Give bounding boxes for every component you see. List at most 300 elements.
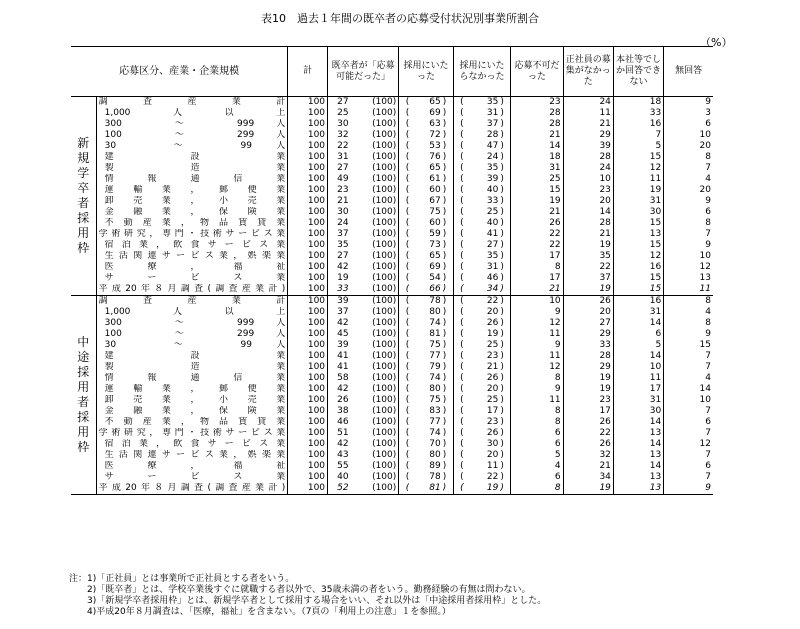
cell-accepted-base: (100) bbox=[351, 395, 399, 406]
cell-hired: 76 bbox=[429, 152, 441, 162]
cell-accepted: 24 bbox=[337, 218, 349, 228]
cell-head-office: 14 bbox=[613, 417, 663, 428]
cell-hired-close: ) bbox=[443, 406, 453, 417]
cell-not-hired: 31 bbox=[486, 262, 499, 272]
cell-not-hired: 19 bbox=[486, 329, 499, 339]
footnotes bbox=[69, 574, 546, 618]
cell-not-hired-open: ( bbox=[460, 417, 464, 427]
cell-not-accepted: 5 bbox=[511, 450, 563, 461]
cell-head-office: 7 bbox=[613, 130, 663, 141]
cell-not-accepted: 8 bbox=[511, 483, 563, 495]
cell-accepted: 42 bbox=[337, 384, 349, 394]
cell-total: 100 bbox=[288, 108, 328, 119]
cell-not-hired-open: ( bbox=[460, 351, 464, 361]
table-row bbox=[71, 108, 713, 119]
cell-no-recruit: 26 bbox=[563, 296, 613, 308]
cell-not-hired-open: ( bbox=[460, 163, 464, 173]
table-row bbox=[71, 174, 713, 185]
cell-no-recruit: 20 bbox=[563, 196, 613, 207]
row-label: 建設業 bbox=[96, 351, 288, 362]
cell-not-hired-open: ( bbox=[460, 108, 464, 118]
cell-hired-open: ( bbox=[405, 152, 410, 162]
table-row-previous-survey bbox=[71, 284, 713, 296]
row-label: 1,000人以上 bbox=[96, 307, 288, 318]
cell-hired-open: ( bbox=[405, 362, 410, 372]
cell-accepted: 27 bbox=[337, 251, 349, 261]
row-label: 300 ～ 999人 bbox=[96, 318, 288, 329]
cell-not-hired: 17 bbox=[486, 406, 499, 416]
row-label: 不動産業，物品賃貸業 bbox=[96, 417, 288, 428]
group-label bbox=[71, 97, 96, 296]
cell-not-hired-close: ) bbox=[500, 395, 510, 406]
cell-accepted: 38 bbox=[337, 406, 349, 416]
cell-hired: 79 bbox=[429, 362, 441, 372]
cell-not-hired: 11 bbox=[486, 461, 499, 471]
cell-total: 100 bbox=[288, 196, 328, 207]
cell-not-hired: 30 bbox=[486, 439, 499, 449]
cell-total: 100 bbox=[288, 262, 328, 273]
cell-accepted: 23 bbox=[337, 185, 349, 195]
cell-no-answer: 6 bbox=[705, 207, 711, 217]
group-label-text: 中途採用者採用枠 bbox=[77, 335, 90, 454]
cell-accepted-base: (100) bbox=[351, 318, 399, 329]
cell-not-hired: 35 bbox=[486, 251, 499, 261]
cell-hired-open: ( bbox=[405, 428, 410, 438]
cell-no-recruit: 28 bbox=[563, 152, 613, 163]
cell-total: 100 bbox=[288, 240, 328, 251]
cell-hired-open: ( bbox=[405, 251, 410, 261]
cell-hired-open: ( bbox=[405, 329, 410, 339]
cell-not-hired-close: ) bbox=[500, 318, 510, 329]
table-row bbox=[71, 362, 713, 373]
cell-no-answer: 9 bbox=[705, 329, 711, 339]
cell-not-accepted: 23 bbox=[511, 97, 563, 109]
cell-accepted: 27 bbox=[337, 163, 349, 173]
cell-accepted: 37 bbox=[337, 307, 349, 317]
cell-hired-open: ( bbox=[405, 130, 410, 140]
cell-accepted-base: (100) bbox=[351, 108, 399, 119]
cell-not-hired-close: ) bbox=[500, 362, 510, 373]
cell-no-answer: 12 bbox=[699, 262, 711, 272]
row-label: 宿泊業，飲食サービス業 bbox=[96, 240, 288, 251]
cell-hired: 74 bbox=[429, 428, 441, 438]
cell-hired-close: ) bbox=[443, 472, 453, 483]
table-row bbox=[71, 318, 713, 329]
cell-not-hired-open: ( bbox=[460, 450, 464, 460]
cell-no-recruit: 29 bbox=[563, 130, 613, 141]
cell-hired: 78 bbox=[429, 296, 441, 306]
cell-not-accepted: 21 bbox=[511, 284, 563, 296]
cell-head-office: 16 bbox=[613, 262, 663, 273]
cell-no-recruit: 39 bbox=[563, 141, 613, 152]
cell-not-accepted: 6 bbox=[511, 472, 563, 483]
table-row bbox=[71, 472, 713, 483]
cell-accepted: 41 bbox=[337, 362, 349, 372]
cell-not-hired-close: ) bbox=[500, 296, 510, 308]
cell-hired-open: ( bbox=[405, 472, 410, 482]
table-row bbox=[71, 163, 713, 174]
table-row bbox=[71, 207, 713, 218]
row-label: 製造業 bbox=[96, 163, 288, 174]
cell-no-recruit: 26 bbox=[563, 417, 613, 428]
cell-not-hired-open: ( bbox=[460, 340, 464, 350]
cell-not-hired-open: ( bbox=[460, 307, 464, 317]
cell-hired: 74 bbox=[429, 373, 441, 383]
cell-no-recruit: 28 bbox=[563, 351, 613, 362]
cell-not-accepted: 11 bbox=[511, 351, 563, 362]
cell-accepted: 35 bbox=[337, 240, 349, 250]
cell-hired: 81 bbox=[409, 483, 443, 495]
cell-no-answer: 8 bbox=[705, 218, 711, 228]
cell-not-accepted: 12 bbox=[511, 318, 563, 329]
cell-not-hired-close: ) bbox=[500, 262, 510, 273]
cell-total: 100 bbox=[288, 284, 328, 296]
cell-hired-close: ) bbox=[443, 461, 453, 472]
cell-no-answer: 14 bbox=[699, 384, 711, 394]
cell-head-office: 14 bbox=[613, 351, 663, 362]
cell-hired: 80 bbox=[429, 307, 441, 317]
row-label: 1,000人以上 bbox=[96, 108, 288, 119]
cell-hired-close: ) bbox=[443, 439, 453, 450]
cell-not-hired-close: ) bbox=[500, 119, 510, 130]
cell-hired: 67 bbox=[429, 196, 441, 206]
cell-no-recruit: 23 bbox=[563, 185, 613, 196]
cell-not-hired-open: ( bbox=[460, 251, 464, 261]
row-label: 宿泊業，飲食サービス業 bbox=[96, 439, 288, 450]
row-label: 不動産業，物品賃貸業 bbox=[96, 218, 288, 229]
cell-not-hired-close: ) bbox=[500, 185, 510, 196]
cell-not-hired-open: ( bbox=[460, 196, 464, 206]
cell-head-office: 17 bbox=[613, 384, 663, 395]
cell-no-answer: 8 bbox=[705, 318, 711, 328]
cell-accepted-base: (100) bbox=[351, 351, 399, 362]
cell-head-office: 33 bbox=[613, 108, 663, 119]
cell-accepted: 27 bbox=[337, 97, 349, 107]
cell-head-office: 13 bbox=[613, 229, 663, 240]
cell-hired-open: ( bbox=[405, 340, 410, 350]
row-label: 平成20年８月調査(調査産業計) bbox=[96, 284, 288, 296]
cell-total: 100 bbox=[288, 163, 328, 174]
cell-not-accepted: 8 bbox=[511, 373, 563, 384]
cell-head-office: 15 bbox=[613, 152, 663, 163]
cell-accepted: 42 bbox=[337, 318, 349, 328]
row-label: 卸売業，小売業 bbox=[96, 395, 288, 406]
cell-not-hired-close: ) bbox=[500, 351, 510, 362]
cell-accepted-base: (100) bbox=[351, 373, 399, 384]
header-hired: 採用にいたった bbox=[399, 47, 453, 97]
cell-hired-close: ) bbox=[443, 340, 453, 351]
cell-hired-open: ( bbox=[405, 273, 410, 283]
cell-head-office: 16 bbox=[613, 296, 663, 308]
cell-not-hired: 22 bbox=[486, 296, 499, 306]
table-row bbox=[71, 450, 713, 461]
cell-hired-open: ( bbox=[405, 141, 410, 151]
cell-hired-open: ( bbox=[405, 108, 410, 118]
cell-accepted-base: (100) bbox=[351, 461, 399, 472]
cell-not-hired: 47 bbox=[486, 141, 499, 151]
data-table bbox=[71, 46, 713, 495]
cell-not-hired-open: ( bbox=[460, 461, 464, 471]
cell-not-accepted: 14 bbox=[511, 141, 563, 152]
table-row-previous-survey bbox=[71, 483, 713, 495]
cell-not-hired-open: ( bbox=[460, 262, 464, 272]
cell-not-hired-open: ( bbox=[460, 273, 464, 283]
row-label: 卸売業，小売業 bbox=[96, 196, 288, 207]
header-category: 応募区分、産業・企業規模 bbox=[71, 47, 288, 97]
cell-not-hired: 20 bbox=[486, 450, 499, 460]
cell-hired-close: ) bbox=[443, 307, 453, 318]
table-row bbox=[71, 406, 713, 417]
cell-hired-close: ) bbox=[443, 296, 453, 308]
cell-hired-open: ( bbox=[399, 284, 409, 296]
cell-hired-open: ( bbox=[405, 163, 410, 173]
row-label: 情報通信業 bbox=[96, 373, 288, 384]
cell-hired-close: ) bbox=[443, 329, 453, 340]
cell-hired-open: ( bbox=[405, 296, 410, 306]
table-row bbox=[71, 461, 713, 472]
cell-total: 100 bbox=[288, 251, 328, 262]
cell-not-hired: 40 bbox=[486, 218, 499, 228]
cell-no-answer: 7 bbox=[705, 450, 711, 460]
cell-accepted-base: (100) bbox=[351, 450, 399, 461]
cell-accepted-base: (100) bbox=[351, 472, 399, 483]
cell-not-hired-open: ( bbox=[453, 284, 463, 296]
cell-accepted: 39 bbox=[337, 296, 349, 306]
cell-no-answer: 9 bbox=[705, 97, 711, 107]
cell-not-hired: 41 bbox=[486, 229, 499, 239]
table-row bbox=[71, 384, 713, 395]
cell-head-office: 10 bbox=[613, 362, 663, 373]
cell-head-office: 13 bbox=[613, 472, 663, 483]
cell-no-recruit: 24 bbox=[563, 163, 613, 174]
cell-no-recruit: 10 bbox=[563, 174, 613, 185]
cell-accepted-base: (100) bbox=[351, 296, 399, 308]
cell-head-office: 11 bbox=[613, 174, 663, 185]
cell-not-accepted: 6 bbox=[511, 439, 563, 450]
cell-hired: 66 bbox=[409, 284, 443, 296]
cell-total: 100 bbox=[288, 97, 328, 109]
row-label: 医療，福祉 bbox=[96, 461, 288, 472]
cell-not-hired-close: ) bbox=[500, 97, 510, 109]
cell-total: 100 bbox=[288, 329, 328, 340]
cell-hired: 75 bbox=[429, 340, 441, 350]
cell-total: 100 bbox=[288, 428, 328, 439]
cell-not-hired-close: ) bbox=[500, 218, 510, 229]
cell-not-hired: 25 bbox=[486, 340, 499, 350]
cell-not-accepted: 18 bbox=[511, 152, 563, 163]
cell-head-office: 5 bbox=[613, 141, 663, 152]
cell-head-office: 18 bbox=[613, 97, 663, 109]
cell-no-recruit: 28 bbox=[563, 218, 613, 229]
cell-not-accepted: 17 bbox=[511, 251, 563, 262]
cell-hired: 65 bbox=[429, 251, 441, 261]
cell-head-office: 12 bbox=[613, 163, 663, 174]
table-row bbox=[71, 340, 713, 351]
cell-not-hired: 35 bbox=[486, 97, 499, 107]
cell-no-answer: 6 bbox=[705, 461, 711, 471]
row-label: 情報通信業 bbox=[96, 174, 288, 185]
cell-not-hired-close: ) bbox=[500, 273, 510, 284]
table-row bbox=[71, 428, 713, 439]
cell-total: 100 bbox=[288, 395, 328, 406]
cell-hired-open: ( bbox=[405, 450, 410, 460]
cell-not-hired-open: ( bbox=[460, 229, 464, 239]
cell-not-hired-close: ) bbox=[500, 163, 510, 174]
cell-not-hired-open: ( bbox=[460, 152, 464, 162]
cell-not-hired-close: ) bbox=[500, 141, 510, 152]
cell-not-hired: 22 bbox=[486, 472, 499, 482]
table-row bbox=[71, 417, 713, 428]
cell-no-answer: 7 bbox=[705, 351, 711, 361]
cell-no-recruit: 27 bbox=[563, 318, 613, 329]
cell-accepted-base: (100) bbox=[351, 141, 399, 152]
cell-no-recruit: 24 bbox=[563, 97, 613, 109]
cell-hired-close: ) bbox=[443, 152, 453, 163]
cell-accepted: 46 bbox=[337, 417, 349, 427]
cell-no-answer: 10 bbox=[699, 251, 711, 261]
cell-no-answer: 13 bbox=[699, 273, 711, 283]
cell-no-answer: 4 bbox=[705, 373, 711, 383]
cell-not-hired: 31 bbox=[486, 108, 499, 118]
cell-total: 100 bbox=[288, 307, 328, 318]
header-not-hired: 採用にいたらなかった bbox=[453, 47, 511, 97]
cell-total: 100 bbox=[288, 229, 328, 240]
cell-head-office: 5 bbox=[613, 340, 663, 351]
cell-not-hired-close: ) bbox=[500, 461, 510, 472]
cell-hired-close: ) bbox=[443, 417, 453, 428]
cell-hired-close: ) bbox=[443, 130, 453, 141]
header-no-answer: 無回答 bbox=[664, 47, 713, 97]
cell-hired: 65 bbox=[429, 163, 441, 173]
cell-not-accepted: 4 bbox=[511, 461, 563, 472]
cell-not-hired-open: ( bbox=[460, 240, 464, 250]
cell-total: 100 bbox=[288, 185, 328, 196]
cell-no-recruit: 22 bbox=[563, 262, 613, 273]
cell-no-answer: 4 bbox=[705, 307, 711, 317]
row-label: 金融業，保険業 bbox=[96, 406, 288, 417]
cell-head-office: 31 bbox=[613, 395, 663, 406]
table-row bbox=[71, 240, 713, 251]
cell-accepted-base: (100) bbox=[351, 229, 399, 240]
row-label: 平成20年８月調査(調査産業計) bbox=[96, 483, 288, 495]
table-row bbox=[71, 329, 713, 340]
cell-accepted-base: (100) bbox=[351, 417, 399, 428]
cell-not-hired-close: ) bbox=[500, 417, 510, 428]
table-row bbox=[71, 296, 713, 308]
cell-accepted: 51 bbox=[337, 428, 349, 438]
cell-hired-close: ) bbox=[443, 185, 453, 196]
cell-hired: 65 bbox=[429, 97, 441, 107]
cell-not-hired: 46 bbox=[486, 273, 499, 283]
cell-accepted: 31 bbox=[337, 152, 349, 162]
cell-hired-open: ( bbox=[405, 406, 410, 416]
cell-hired-close: ) bbox=[443, 373, 453, 384]
cell-hired-close: ) bbox=[443, 428, 453, 439]
cell-hired-open: ( bbox=[405, 461, 410, 471]
cell-hired-open: ( bbox=[405, 207, 410, 217]
cell-total: 100 bbox=[288, 207, 328, 218]
cell-not-accepted: 10 bbox=[511, 296, 563, 308]
cell-hired-close: ) bbox=[443, 240, 453, 251]
cell-head-office: 13 bbox=[613, 483, 663, 495]
cell-not-hired-open: ( bbox=[460, 329, 464, 339]
cell-hired-open: ( bbox=[405, 417, 410, 427]
cell-no-recruit: 33 bbox=[563, 340, 613, 351]
cell-not-accepted: 22 bbox=[511, 229, 563, 240]
cell-no-recruit: 35 bbox=[563, 251, 613, 262]
cell-hired-close: ) bbox=[443, 483, 453, 495]
cell-no-recruit: 21 bbox=[563, 461, 613, 472]
row-label: 運輸業，郵便業 bbox=[96, 185, 288, 196]
table-row bbox=[71, 97, 713, 109]
cell-not-hired-open: ( bbox=[460, 373, 464, 383]
cell-hired-close: ) bbox=[443, 229, 453, 240]
cell-accepted: 58 bbox=[337, 373, 349, 383]
cell-total: 100 bbox=[288, 296, 328, 308]
cell-head-office: 30 bbox=[613, 207, 663, 218]
cell-not-hired: 20 bbox=[486, 384, 499, 394]
cell-hired-open: ( bbox=[405, 262, 410, 272]
cell-not-hired-close: ) bbox=[500, 240, 510, 251]
cell-not-accepted: 8 bbox=[511, 417, 563, 428]
cell-not-hired: 20 bbox=[486, 307, 499, 317]
cell-no-recruit: 23 bbox=[563, 395, 613, 406]
row-label: 30 ～ 99人 bbox=[96, 340, 288, 351]
cell-accepted-base: (100) bbox=[351, 273, 399, 284]
cell-total: 100 bbox=[288, 340, 328, 351]
cell-not-hired: 28 bbox=[486, 130, 499, 140]
cell-not-accepted: 25 bbox=[511, 174, 563, 185]
cell-total: 100 bbox=[288, 119, 328, 130]
row-label: サービス業 bbox=[96, 472, 288, 483]
cell-hired: 72 bbox=[429, 130, 441, 140]
cell-accepted: 42 bbox=[337, 262, 349, 272]
cell-not-accepted: 28 bbox=[511, 119, 563, 130]
table-row bbox=[71, 218, 713, 229]
cell-not-hired: 25 bbox=[486, 395, 499, 405]
cell-total: 100 bbox=[288, 141, 328, 152]
row-label: 金融業，保険業 bbox=[96, 207, 288, 218]
cell-total: 100 bbox=[288, 406, 328, 417]
cell-hired-close: ) bbox=[443, 207, 453, 218]
cell-not-hired-close: ) bbox=[500, 428, 510, 439]
cell-accepted: 19 bbox=[337, 273, 349, 283]
row-label: 製造業 bbox=[96, 362, 288, 373]
cell-hired-close: ) bbox=[443, 273, 453, 284]
table-row bbox=[71, 251, 713, 262]
cell-accepted-base: (100) bbox=[351, 152, 399, 163]
cell-not-hired: 33 bbox=[486, 196, 499, 206]
cell-not-hired: 27 bbox=[486, 240, 499, 250]
footnote: 注：1)「正社員」とは事業所で正社員とする者をいう。 bbox=[69, 574, 295, 584]
header-total: 計 bbox=[288, 47, 328, 97]
cell-not-accepted: 17 bbox=[511, 273, 563, 284]
cell-hired: 61 bbox=[429, 174, 441, 184]
cell-accepted: 49 bbox=[337, 174, 349, 184]
cell-hired: 78 bbox=[429, 472, 441, 482]
cell-no-answer: 12 bbox=[699, 439, 711, 449]
cell-hired: 53 bbox=[429, 141, 441, 151]
cell-no-answer: 6 bbox=[705, 119, 711, 129]
cell-no-answer: 6 bbox=[705, 417, 711, 427]
cell-no-answer: 9 bbox=[705, 240, 711, 250]
cell-accepted-base: (100) bbox=[351, 262, 399, 273]
cell-accepted-base: (100) bbox=[351, 240, 399, 251]
cell-not-hired-close: ) bbox=[500, 340, 510, 351]
table-row bbox=[71, 152, 713, 163]
cell-not-hired: 21 bbox=[486, 362, 499, 372]
cell-no-answer: 9 bbox=[664, 483, 713, 495]
